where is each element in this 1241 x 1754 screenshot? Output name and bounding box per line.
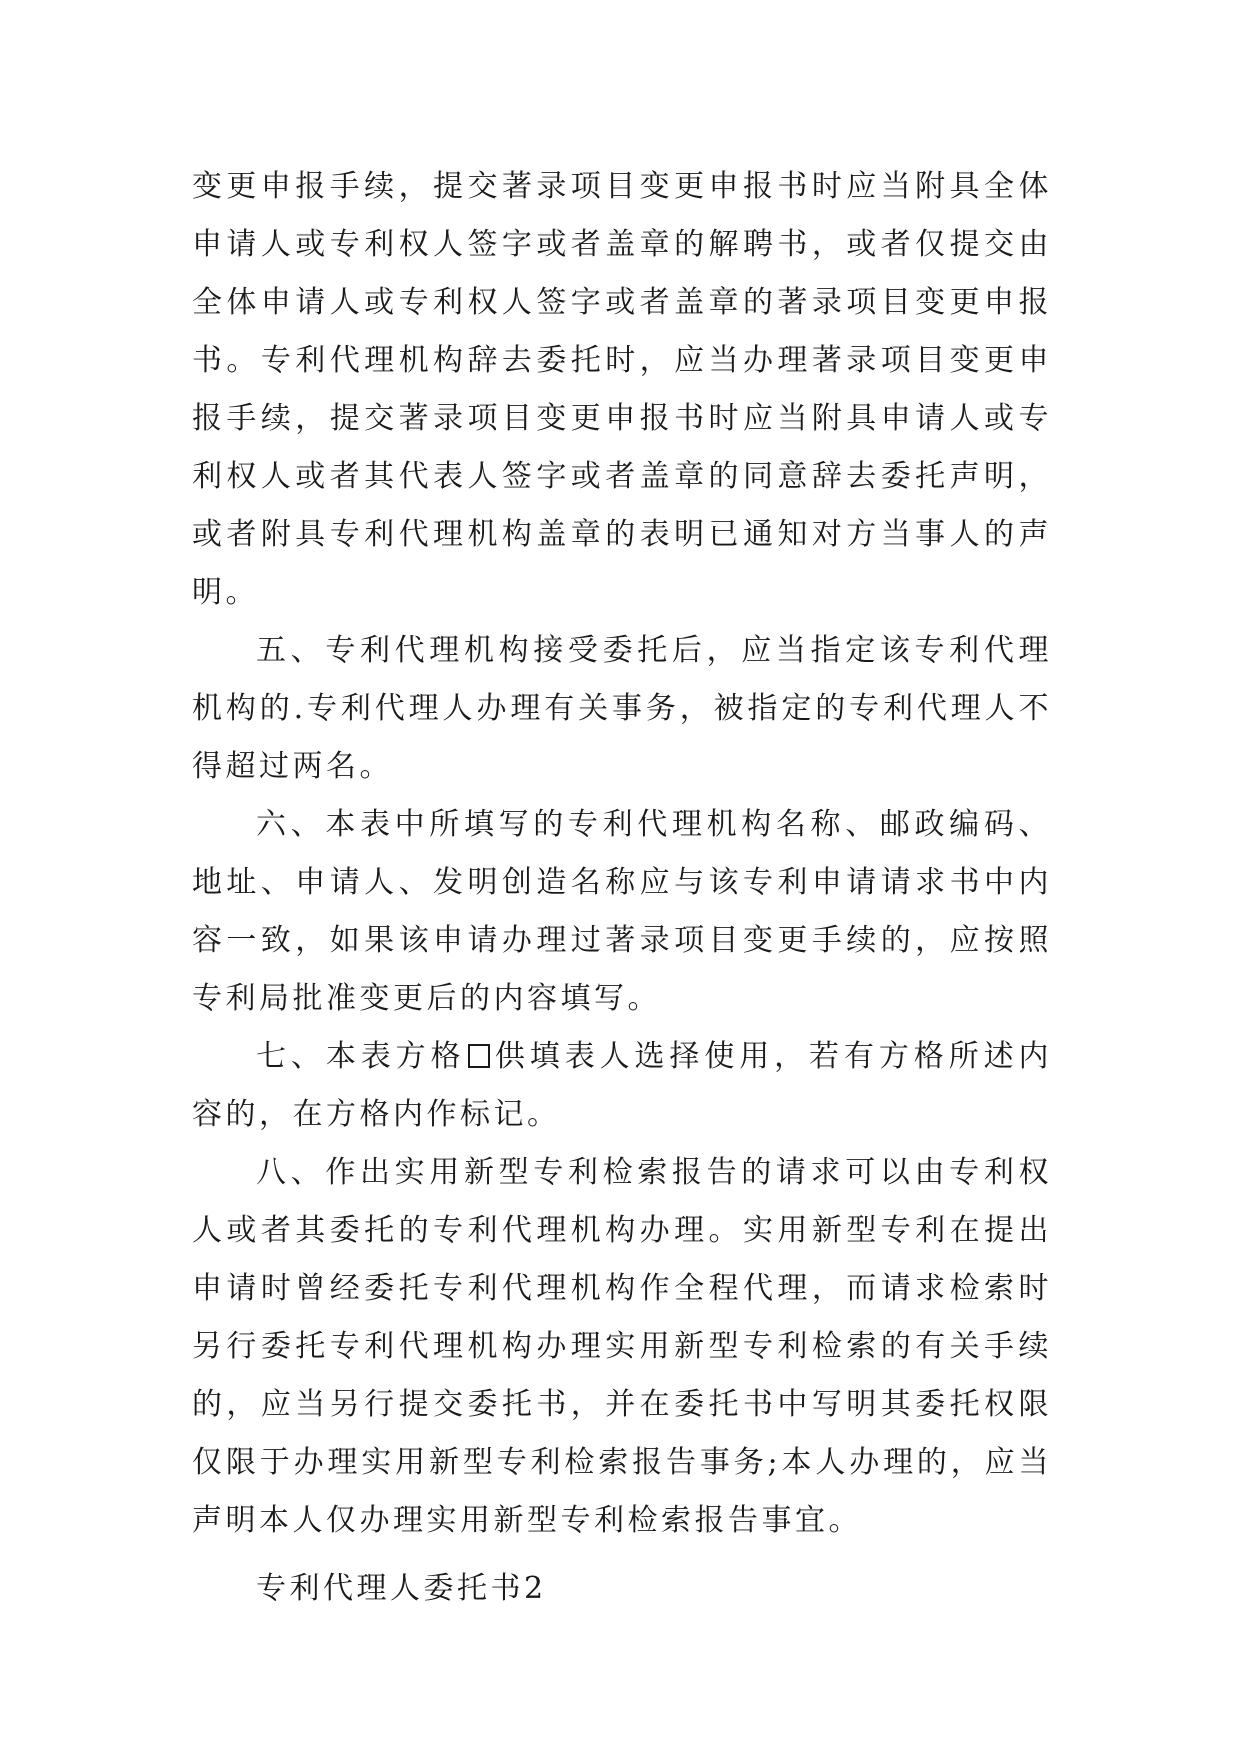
paragraph-item-7: [192, 1028, 1052, 1144]
checkbox-square-icon: [468, 1044, 490, 1068]
section-title: 专利代理人委托书2: [256, 1571, 547, 1606]
paragraph-continuation: 变更申报手续，提交著录项目变更申报书时应当附具全体申请人或专利权人签字或者盖章的解聘书，或者仅提交由全体申请人或专利权人签字或者盖章的著录项目变更申报书。专利代理机构辞去委托时，应当办理著录项目变更申报手续，提交著录项目变更申报书时应当附具申请人或专利权人或者其代表人签字或者盖章的同意辞去委托声明，或者附具专利代理机构盖章的表明已通知对方当事人的声明。: [192, 169, 1052, 610]
paragraph-item-7-part-1: 七、本表方格: [256, 1039, 466, 1074]
paragraph-item-7-part-2: 供填表人选择使用，若有方格所述内容的，在方格内作标记。: [192, 1039, 1053, 1132]
paragraph-item-8: 八、作出实用新型专利检索报告的请求可以由专利权人或者其委托的专利代理机构办理。实用新型专利在提出申请时曾经委托专利代理机构作全程代理，而请求检索时另行委托专利代理机构办理实用新型专利检索的有关手续的，应当另行提交委托书，并在委托书中写明其委托权限仅限于办理实用新型专利检索报告事务;本人办理的，应当声明本人仅办理实用新型专利检索报告事宜。: [192, 1155, 1052, 1538]
paragraph-item-6: 六、本表中所填写的专利代理机构名称、邮政编码、地址、申请人、发明创造名称应与该专利申请请求书中内容一致，如果该申请办理过著录项目变更手续的，应按照专利局批准变更后的内容填写。: [192, 807, 1052, 1016]
document-body: [192, 158, 1052, 1618]
paragraph-item-5: 五、专利代理机构接受委托后，应当指定该专利代理机构的.专利代理人办理有关事务，被指定的专利代理人不得超过两名。: [192, 633, 1052, 784]
